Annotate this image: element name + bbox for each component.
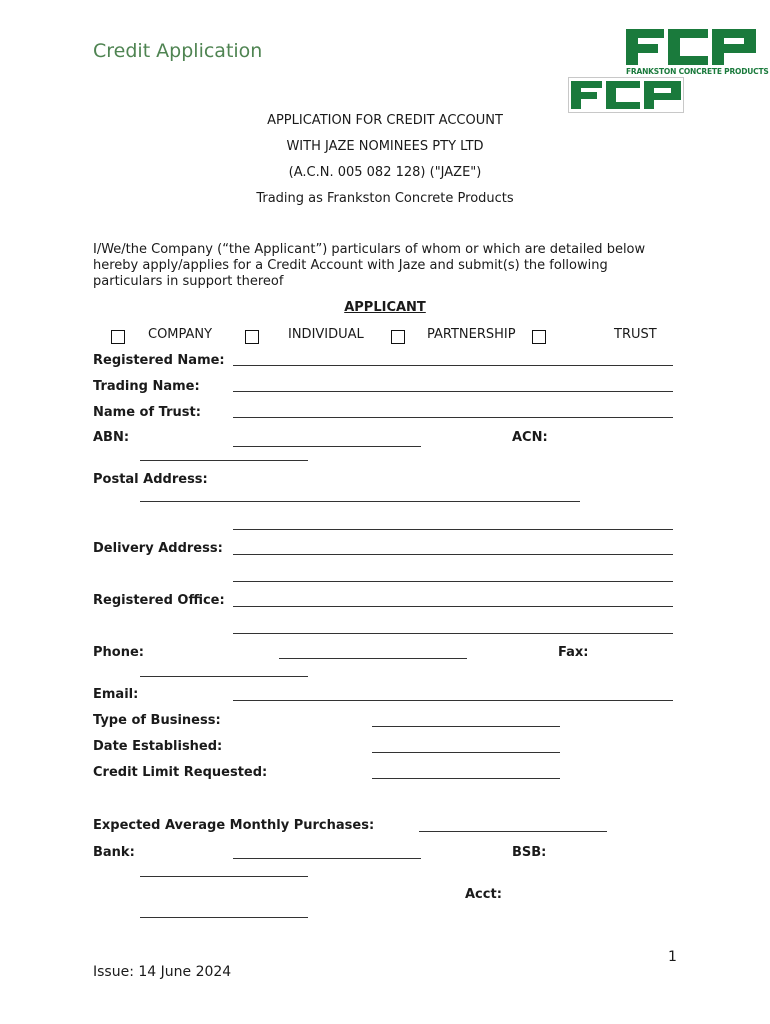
email-field[interactable] <box>233 700 673 701</box>
registered-office-field-1[interactable] <box>233 606 673 607</box>
intro-paragraph: I/We/the Company (“the Applicant”) particulars of whom or which are detailed below hereby apply/applies for a Credit Account with Jaze and submit(s) the following particulars in support thereof <box>93 242 646 289</box>
delivery-address-field-2[interactable] <box>233 581 673 582</box>
company-checkbox[interactable] <box>111 330 125 344</box>
email-label: Email: <box>93 687 139 702</box>
expected-purchases-field[interactable] <box>419 831 607 832</box>
registered-office-field-2[interactable] <box>233 633 673 634</box>
trust-label: TRUST <box>614 327 657 342</box>
abn-field[interactable] <box>233 446 421 447</box>
postal-address-label: Postal Address: <box>93 472 208 487</box>
date-established-label: Date Established: <box>93 739 223 754</box>
date-established-field[interactable] <box>372 752 560 753</box>
abn-label: ABN: <box>93 430 130 445</box>
issue-date: Issue: 14 June 2024 <box>93 964 232 980</box>
registered-office-label: Registered Office: <box>93 593 225 608</box>
phone-field[interactable] <box>279 658 467 659</box>
phone-label: Phone: <box>93 645 144 660</box>
logo-tagline: FRANKSTON CONCRETE PRODUCTS <box>626 67 769 76</box>
fax-label: Fax: <box>558 645 589 660</box>
heading-line-2: WITH JAZE NOMINEES PTY LTD <box>286 139 484 154</box>
delivery-address-field-1[interactable] <box>233 554 673 555</box>
trust-checkbox[interactable] <box>532 330 546 344</box>
company-label: COMPANY <box>148 327 213 342</box>
partnership-checkbox[interactable] <box>391 330 405 344</box>
partnership-label: PARTNERSHIP <box>427 327 516 342</box>
bank-field[interactable] <box>233 858 421 859</box>
postal-address-field-1[interactable] <box>140 501 580 502</box>
page-number: 1 <box>668 949 677 965</box>
fax-field[interactable] <box>140 676 308 677</box>
registered-name-label: Registered Name: <box>93 353 225 368</box>
registered-name-field[interactable] <box>233 365 673 366</box>
individual-checkbox[interactable] <box>245 330 259 344</box>
type-of-business-field[interactable] <box>372 726 560 727</box>
trading-name-field[interactable] <box>233 391 673 392</box>
acct-label: Acct: <box>465 887 502 902</box>
bsb-label: BSB: <box>512 845 547 860</box>
heading-line-1: APPLICATION FOR CREDIT ACCOUNT <box>267 113 503 128</box>
acn-field[interactable] <box>140 460 308 461</box>
fcp-logo-small <box>568 77 684 113</box>
bsb-field[interactable] <box>140 876 308 877</box>
bank-label: Bank: <box>93 845 135 860</box>
credit-limit-label: Credit Limit Requested: <box>93 765 268 780</box>
trading-name-label: Trading Name: <box>93 379 200 394</box>
credit-limit-field[interactable] <box>372 778 560 779</box>
acct-field[interactable] <box>140 917 308 918</box>
individual-label: INDIVIDUAL <box>288 327 364 342</box>
heading-line-4: Trading as Frankston Concrete Products <box>256 191 514 206</box>
type-of-business-label: Type of Business: <box>93 713 221 728</box>
acn-label: ACN: <box>512 430 548 445</box>
name-of-trust-field[interactable] <box>233 417 673 418</box>
heading-line-3: (A.C.N. 005 082 128) ("JAZE") <box>288 165 482 180</box>
document-title: Credit Application <box>93 40 263 62</box>
name-of-trust-label: Name of Trust: <box>93 405 201 420</box>
delivery-address-label: Delivery Address: <box>93 541 223 556</box>
expected-purchases-label: Expected Average Monthly Purchases: <box>93 818 375 833</box>
applicant-section-title: APPLICANT <box>344 300 426 315</box>
postal-address-field-2[interactable] <box>233 529 673 530</box>
